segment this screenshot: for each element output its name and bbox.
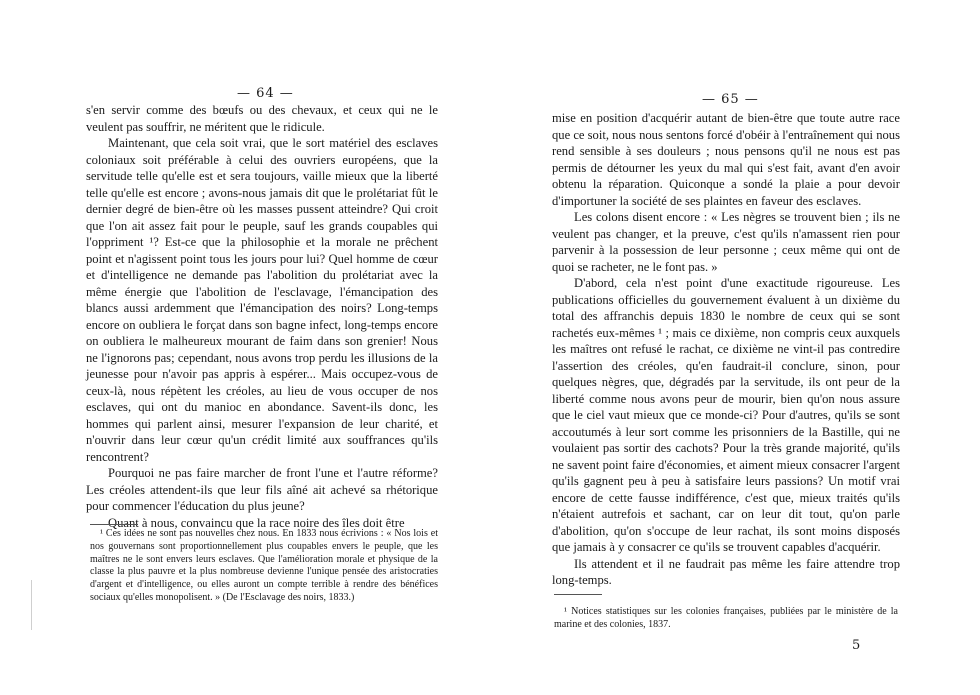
- paragraph: Pourquoi ne pas faire marcher de front l'une et l'autre réforme? Les créoles attendent-ils que leur fils aîné ait achevé sa rhétorique pour commencer l'éducation du plus jeune?: [86, 466, 438, 513]
- right-page: [490, 0, 980, 695]
- paragraph: mise en position d'acquérir autant de bien-être que toute autre race que ce soit, nous nous sentons forcé d'obéir à l'entraînement qui nous rend sensible à ses douleurs ; nous pensons qu'il ne nous est pas permis de détourner les yeux du mal qui s'est fait, avant d'en avoir obtenu la réparation. Quiconque a sondé la plaie a pour devoir d'importuner la société de ses plaintes en faveur des esclaves.: [552, 111, 900, 208]
- footnote-divider: [554, 594, 602, 595]
- page-number-left: — 64 —: [237, 86, 294, 101]
- body-text-right: [552, 110, 900, 589]
- paragraph: s'en servir comme des bœufs ou des chevaux, et ceux qui ne le veulent pas souffrir, ne méritent que le ridicule.: [86, 103, 438, 134]
- paragraph: Les colons disent encore : « Les nègres se trouvent bien ; ils ne veulent pas changer, et la preuve, c'est qu'ils n'amassent rien pour parvenir à la possession de leur personne ; ceux même qui ont de quoi se racheter, ne le font pas. »: [552, 210, 900, 274]
- signature-folio: 5: [852, 638, 861, 653]
- footnote-left: [90, 528, 438, 605]
- body-text-left: [86, 102, 438, 531]
- footnote-right: [554, 606, 898, 632]
- footnote-text: ¹ Notices statistiques sur les colonies françaises, publiées par le ministère de la marine et des colonies, 1837.: [554, 606, 898, 630]
- margin-mark: [31, 580, 32, 630]
- paragraph: Maintenant, que cela soit vrai, que le sort matériel des esclaves coloniaux soit préférable à celui des ouvriers européens, que la servitude telle qu'elle est et sera toujours, vaille mieux que la liberté telle qu'elle est encore ; avons-nous jamais dit que le prolétariat fût le dernier degré de bien-être où les masses pussent atteindre? Qui croit que l'on ait assez fait pour le peuple, sauf les grands coupables qui l'oppriment ¹? Est-ce que la philosophie et la morale ne prêchent point et n'agissent point tous les jours pour lui? Quel homme de cœur et d'intelligence ne demande pas l'abolition du prolétariat avec la même énergie que l'abolition de l'esclavage, l'émancipation des blancs aussi ardemment que l'émancipation des noirs? Long-temps encore on oubliera le forçat dans son bagne infect, long-temps encore on oubliera le malheureux mourant de faim dans son grenier! Nous ne l'ignorons pas; cependant, nous avons trop perdu les illusions de la jeunesse pour n'avoir pas appris à espérer... Mais occupez-vous de ceux-là, nous répètent les créoles, au lieu de vous occuper de nos esclaves, qui ont du manioc en abondance. Savent-ils donc, les hommes qui parlent ainsi, mesurer l'expansion de leur charité, et n'ouvrir dans leur cœur qu'un crédit limité aux souffrances qu'ils rencontrent?: [86, 136, 438, 464]
- footnote-text: ¹ Ces idées ne sont pas nouvelles chez nous. En 1833 nous écrivions : « Nos lois et nos gouvernans sont proportionnellement plus coupables envers le peuple, que les maîtres ne le sont envers leurs esclaves. Que l'amélioration morale et physique de la classe la plus pauvre et la plus nombreuse devienne l'unique pensée des aristocraties d'argent et d'intelligence, ou elles auront un compte terrible à rendre des bénéfices sociaux qu'elles monopolisent. » (De l'Esclavage des noirs, 1833.): [90, 528, 438, 603]
- paragraph: Quant à nous, convaincu que la race noire des îles doit être: [108, 515, 405, 530]
- paragraph: D'abord, cela n'est point d'une exactitude rigoureuse. Les publications officielles du gouvernement évaluent à un dixième du total des affranchis depuis 1830 le nombre de ceux qui se sont rachetés eux-mêmes ¹ ; mais ce dixième, non compris ceux auxquels les maîtres ont refusé le rachat, ce dixième ne vint-il pas contredire l'assertion des créoles, qu'en faudrait-il conclure, sinon, pour quelques nègres, que, dégradés par la servitude, ils ont peur de la liberté comme nous avons peur de mourir, bien qu'on nous assure que le ciel vaut mieux que ce monde-ci? Pour d'autres, qu'ils se sont accoutumés à leur sort comme les prisonniers de la Bastille, qui ne voulaient pas sortir des cachots? Pour la très grande majorité, qu'ils ne savent point faire d'économies, et aiment mieux consacrer l'argent qu'ils gagnent peu à peu à satisfaire leurs passions? Un motif vrai encore de cette fausse indifférence, c'est que, mieux traités qu'ils n'étaient autrefois et sachant, car on leur dit tout, qu'on parle d'abolition, qu'on s'occupe de leur rachat, ils sont moins disposés que jamais à y consacrer ce qu'ils se trouvent capables d'acquérir.: [552, 276, 900, 554]
- page-number-right: — 65 —: [702, 92, 759, 107]
- paragraph: Ils attendent et il ne faudrait pas même les faire attendre trop long-temps.: [552, 556, 900, 587]
- footnote-divider: [90, 524, 138, 525]
